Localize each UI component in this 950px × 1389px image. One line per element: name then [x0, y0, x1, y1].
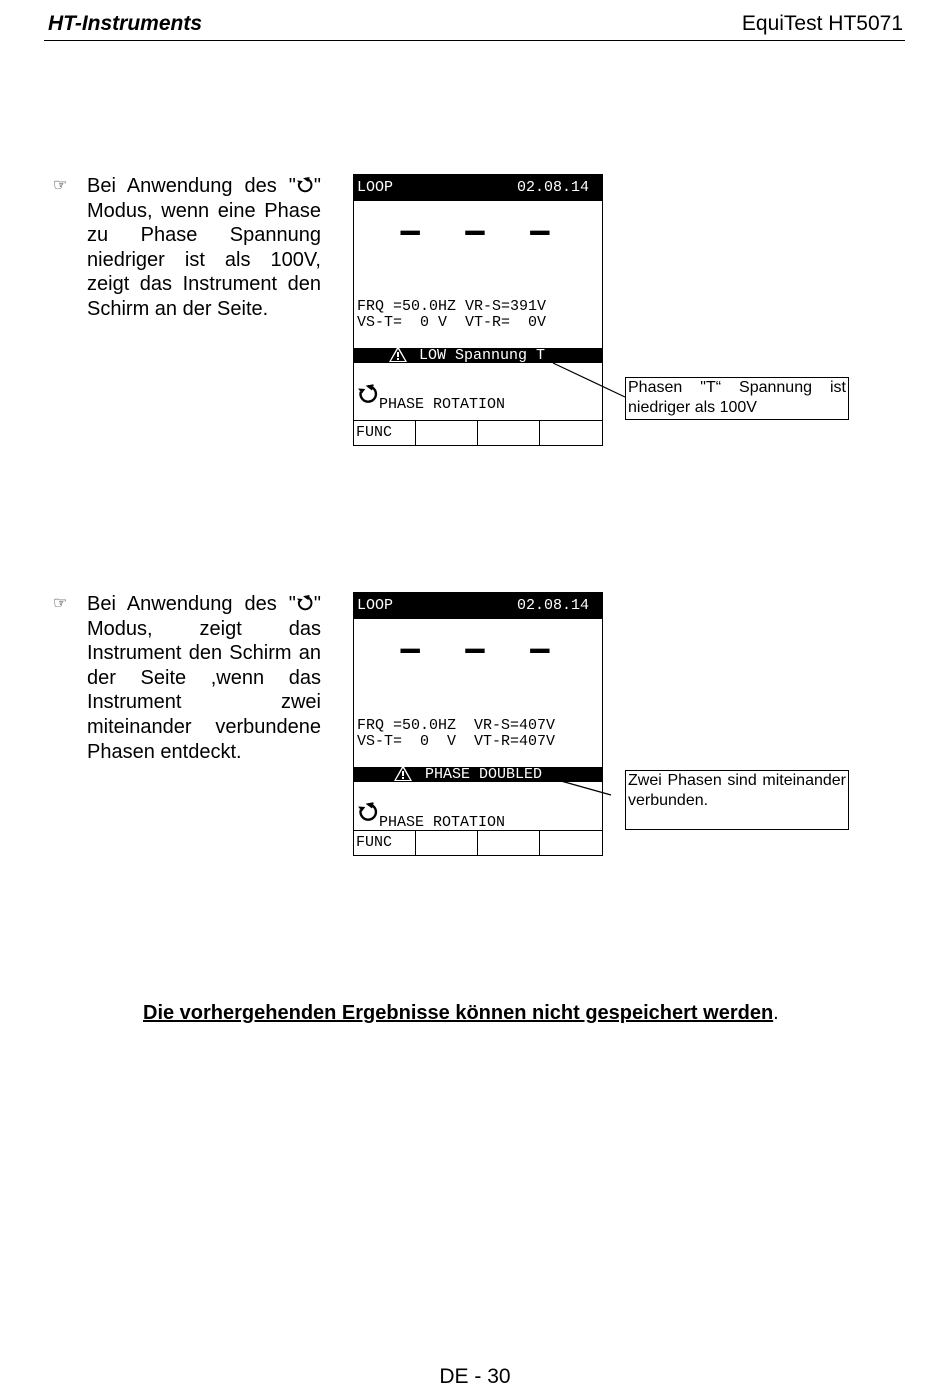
- screen-mode: LOOP: [357, 179, 394, 196]
- section2-para-part2: " Modus, zeigt das Instrument den Schirm an der Seite ,wenn das Instrument zwei miteinander verbundene Phasen entdeckt.: [87, 593, 321, 763]
- function-key-row: [354, 420, 602, 445]
- func-key[interactable]: FUNC: [354, 421, 416, 445]
- warning-triangle-icon: [393, 764, 413, 782]
- func-key[interactable]: FUNC: [354, 831, 416, 855]
- phase-rotation-icon: [357, 801, 379, 823]
- screen-date: 02.08.14: [516, 597, 589, 614]
- phase-rotation-icon: [357, 383, 379, 405]
- instrument-screen-2: [353, 592, 603, 856]
- screen-title-bar: [354, 175, 602, 201]
- page-number: DE - 30: [439, 1365, 511, 1388]
- header-divider: [44, 40, 905, 41]
- warning-triangle-icon: [388, 345, 408, 363]
- warning-bar: [354, 767, 602, 782]
- model-name: EquiTest HT5071: [741, 12, 903, 35]
- measurement-line-1: FRQ =50.0HZ VR-S=391V: [357, 298, 547, 315]
- measurement-line-1: FRQ =50.0HZ VR-S=407V: [357, 717, 556, 734]
- instrument-screen-1: [353, 174, 603, 446]
- phase-rotation-row: [357, 801, 505, 832]
- pointing-hand-icon: ☞: [53, 595, 68, 612]
- measurement-line-2: VS-T= 0 V VT-R=407V: [357, 733, 556, 750]
- storage-notice-period: .: [773, 1002, 779, 1024]
- measurement-dashes: – – –: [396, 208, 560, 258]
- screen-mode: LOOP: [357, 597, 394, 614]
- section1-para-part1: Bei Anwendung des ": [87, 175, 296, 197]
- warning-bar: [354, 348, 602, 363]
- callout-box-1: Phasen "T“ Spannung ist niedriger als 100V: [625, 377, 849, 420]
- pointing-hand-icon: ☞: [53, 177, 68, 194]
- phase-rotation-label: PHASE ROTATION: [379, 396, 506, 413]
- softkey-4[interactable]: [540, 421, 602, 445]
- measurement-dashes: – – –: [396, 626, 560, 676]
- warning-text: PHASE DOUBLED: [425, 766, 543, 783]
- measurement-line-2: VS-T= 0 V VT-R= 0V: [357, 314, 547, 331]
- phase-rotation-label: PHASE ROTATION: [379, 814, 506, 831]
- phase-rotation-icon: [296, 176, 314, 194]
- screen-date: 02.08.14: [516, 179, 589, 196]
- section1-paragraph: [87, 174, 321, 322]
- softkey-2[interactable]: [416, 831, 478, 855]
- storage-notice-text: Die vorhergehenden Ergebnisse können nicht gespeichert werden: [143, 1002, 774, 1024]
- section2-para-part1: Bei Anwendung des ": [87, 593, 296, 615]
- phase-rotation-row: [357, 383, 505, 414]
- warning-text: LOW Spannung T: [419, 347, 546, 364]
- softkey-3[interactable]: [478, 831, 540, 855]
- softkey-4[interactable]: [540, 831, 602, 855]
- section2-paragraph: [87, 592, 321, 764]
- phase-rotation-icon: [296, 594, 314, 612]
- callout-box-2: Zwei Phasen sind miteinander verbunden.: [625, 770, 849, 830]
- function-key-row: [354, 830, 602, 855]
- brand-name: HT-Instruments: [48, 12, 203, 35]
- screen-title-bar: [354, 593, 602, 619]
- storage-notice: [143, 1002, 779, 1025]
- softkey-3[interactable]: [478, 421, 540, 445]
- softkey-2[interactable]: [416, 421, 478, 445]
- section1-para-part2: " Modus, wenn eine Phase zu Phase Spannung niedriger ist als 100V, zeigt das Instrument den Schirm an der Seite.: [87, 175, 321, 320]
